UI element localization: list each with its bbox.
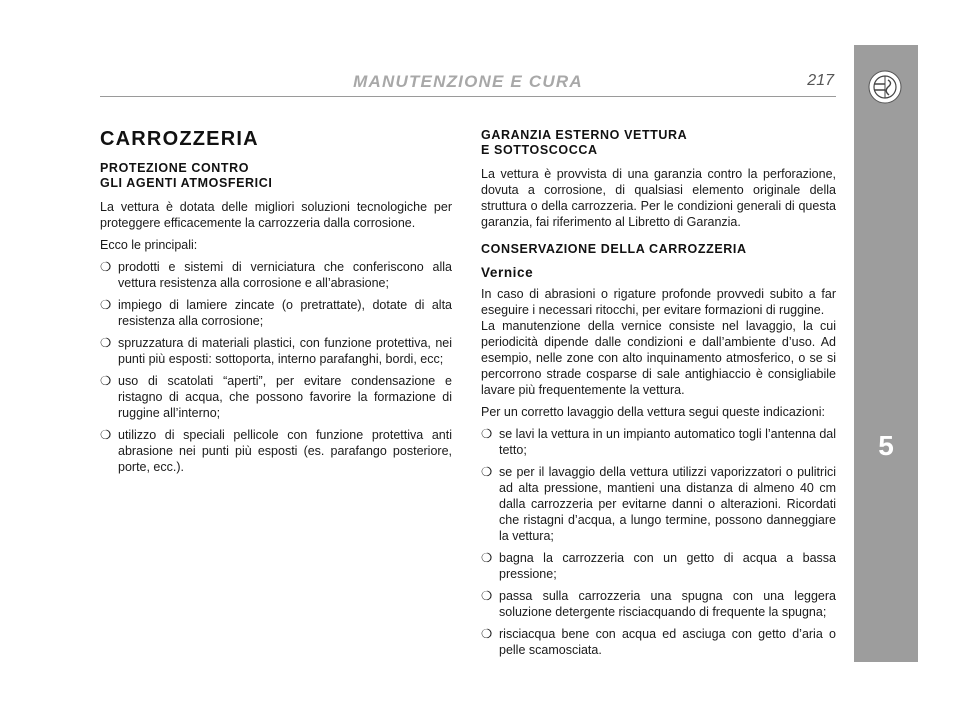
circle-bullet-icon: ❍ (100, 260, 112, 274)
bullet-list (100, 259, 452, 475)
circle-bullet-icon: ❍ (481, 627, 493, 641)
circle-bullet-icon: ❍ (100, 374, 112, 388)
alfa-romeo-logo-icon (868, 70, 902, 104)
subsection-heading-line2: E SOTTOSCOCCA (481, 143, 598, 157)
header-title: MANUTENZIONE E CURA (353, 72, 583, 91)
chapter-number: 5 (878, 430, 894, 461)
chapter-side-tab (854, 45, 918, 662)
subsection-heading (100, 161, 452, 191)
section-title: CARROZZERIA (100, 128, 259, 150)
page-header (100, 72, 836, 97)
paragraph: La vettura è provvista di una garanzia contro la perforazione, dovuta a corrosione, di qualsiasi elemento originale della struttura o della carrozzeria. Per le condizioni generali di questa garanzia, fai riferimento al Libretto di Garanzia. (481, 167, 836, 229)
minor-heading: Vernice (481, 265, 534, 280)
subsection-heading: CONSERVAZIONE DELLA CARROZZERIA (481, 242, 747, 256)
subsection-heading-line1: PROTEZIONE CONTRO (100, 161, 250, 175)
circle-bullet-icon: ❍ (481, 589, 493, 603)
list-item: ❍ spruzzatura di materiali plastici, con funzione protettiva, nei punti più esposti: sottoporta, interno parafanghi, bordi, ecc; (100, 336, 452, 366)
list-item: ❍ se per il lavaggio della vettura utilizzi vaporizzatori o pulitrici ad alta pressione, mantieni una distanza di almeno 40 cm dalla carrozzeria per evitarne danni o alterazioni. Ricordati che ristagni d’acqua, a lungo termine, possono danneggiare la vettura; (481, 465, 836, 543)
circle-bullet-icon: ❍ (100, 298, 112, 312)
list-item: ❍ uso di scatolati “aperti”, per evitare condensazione e ristagno di acqua, che possono favorire la formazione di ruggine all’interno; (100, 374, 452, 420)
bullet-list (481, 426, 836, 658)
list-item: ❍ bagna la carrozzeria con un getto di acqua a bassa pressione; (481, 551, 836, 581)
list-item: ❍ impiego di lamiere zincate (o pretrattate), dotate di alta resistenza alla corrosione; (100, 298, 452, 328)
list-item: ❍ utilizzo di speciali pellicole con funzione protettiva anti abrasione nei punti più esposti (es. parafango posteriore, porte, ecc.). (100, 428, 452, 474)
circle-bullet-icon: ❍ (481, 551, 493, 565)
subsection-heading-line2: GLI AGENTI ATMOSFERICI (100, 176, 273, 190)
list-item: ❍ risciacqua bene con acqua ed asciuga con getto d’aria o pelle scamosciata. (481, 627, 836, 657)
right-column (481, 128, 836, 664)
page-number: 217 (807, 72, 834, 89)
paragraph: Per un corretto lavaggio della vettura segui queste indicazioni: (481, 405, 825, 419)
list-item: ❍ prodotti e sistemi di verniciatura che conferiscono alla vettura resistenza alla corrosione e all’abrasione; (100, 260, 452, 290)
circle-bullet-icon: ❍ (481, 465, 493, 479)
circle-bullet-icon: ❍ (100, 428, 112, 442)
subsection-heading-line1: GARANZIA ESTERNO VETTURA (481, 128, 688, 142)
list-item: ❍ passa sulla carrozzeria una spugna con una leggera soluzione detergente risciacquando di frequente la spugna; (481, 589, 836, 619)
paragraph: La vettura è dotata delle migliori soluzioni tecnologiche per proteggere efficacemente la carrozzeria dalla corrosione. (100, 200, 452, 230)
circle-bullet-icon: ❍ (100, 336, 112, 350)
paragraph: In caso di abrasioni o rigature profonde provvedi subito a far eseguire i necessari ritocchi, per evitare formazioni di ruggine. La manutenzione della vernice consiste nel lavaggio, la cui periodicità dipende dalle condizioni e dall’ambiente d’uso. Ad esempio, nelle zone con alto inquinamento atmosferico, o se si percorrono strade cosparse di sale antighiaccio è consigliabile lavare più frequentemente la vettura. (481, 287, 836, 397)
circle-bullet-icon: ❍ (481, 427, 493, 441)
subsection-heading (481, 128, 836, 158)
left-column (100, 128, 452, 481)
paragraph: Ecco le principali: (100, 238, 198, 252)
list-item: ❍ se lavi la vettura in un impianto automatico togli l’antenna dal tetto; (481, 427, 837, 457)
